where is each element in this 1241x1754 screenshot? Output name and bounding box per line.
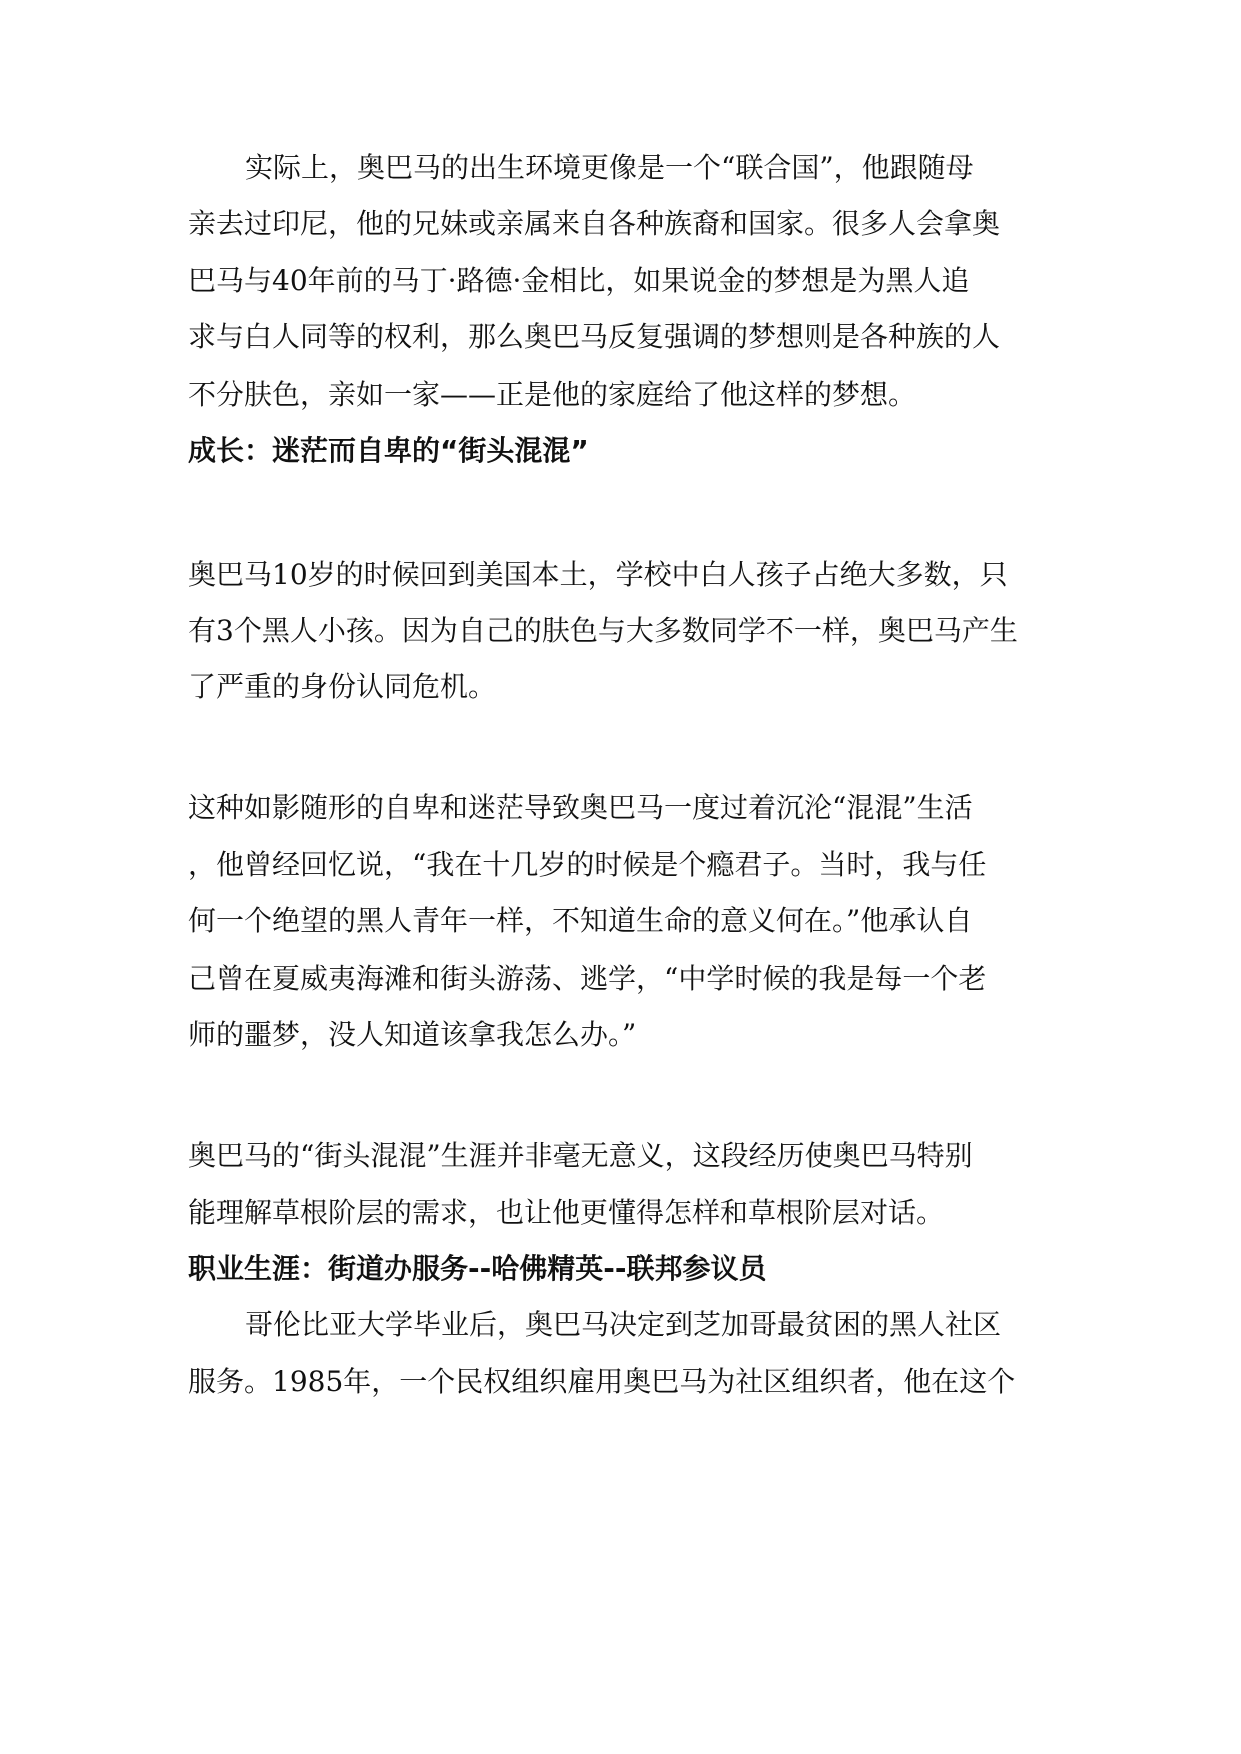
paragraph-line: 了严重的身份认同危机。 xyxy=(188,670,497,703)
paragraph-line: 奥巴马的“街头混混”生涯并非毫无意义，这段经历使奥巴马特别 xyxy=(188,1139,973,1172)
paragraph-line: 能理解草根阶层的需求，也让他更懂得怎样和草根阶层对话。 xyxy=(188,1196,945,1229)
paragraph-line: 何一个绝望的黑人青年一样，不知道生命的意义何在。”他承认自 xyxy=(188,904,973,937)
paragraph-line: 哥伦比亚大学毕业后，奥巴马决定到芝加哥最贫困的黑人社区 xyxy=(245,1308,1002,1341)
paragraph-line: 不分肤色，亲如一家——正是他的家庭给了他这样的梦想。 xyxy=(188,378,917,411)
paragraph-line: 亲去过印尼，他的兄妹或亲属来自各种族裔和国家。很多人会拿奥 xyxy=(188,207,1001,240)
paragraph-line: 实际上，奥巴马的出生环境更像是一个“联合国”，他跟随母 xyxy=(245,151,974,184)
paragraph-line: 这种如影随形的自卑和迷茫导致奥巴马一度过着沉沦“混混”生活 xyxy=(188,791,973,824)
paragraph-line: 巴马与40年前的马丁·路德·金相比，如果说金的梦想是为黑人追 xyxy=(188,264,970,297)
paragraph-line: 奥巴马10岁的时候回到美国本土，学校中白人孩子占绝大多数，只 xyxy=(188,558,1008,591)
paragraph-line: 服务。1985年，一个民权组织雇用奥巴马为社区组织者，他在这个 xyxy=(188,1365,1016,1398)
paragraph-line: 己曾在夏威夷海滩和街头游荡、逃学，“中学时候的我是每一个老 xyxy=(188,962,987,995)
section-heading: 成长：迷茫而自卑的“街头混混” xyxy=(188,434,589,467)
section-heading: 职业生涯：街道办服务--哈佛精英--联邦参议员 xyxy=(188,1252,767,1285)
paragraph-line: 师的噩梦，没人知道该拿我怎么办。” xyxy=(188,1018,637,1051)
paragraph-line: ，他曾经回忆说，“我在十几岁的时候是个瘾君子。当时，我与任 xyxy=(188,848,987,881)
paragraph-line: 有3个黑人小孩。因为自己的肤色与大多数同学不一样，奥巴马产生 xyxy=(188,614,1018,647)
paragraph-line: 求与白人同等的权利，那么奥巴马反复强调的梦想则是各种族的人 xyxy=(188,320,1001,353)
